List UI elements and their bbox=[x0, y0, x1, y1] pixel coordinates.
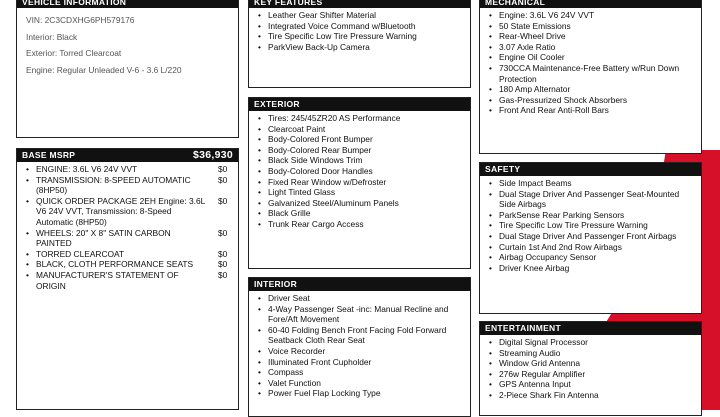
list-item: • Galvanized Steel/Aluminum Panels bbox=[257, 198, 466, 209]
base-msrp-panel bbox=[16, 148, 239, 410]
vin: VIN: 2C3CDXHG6PH579176 bbox=[26, 15, 135, 25]
list-item: • Trunk Rear Cargo Access bbox=[257, 219, 466, 230]
exterior-color: Exterior: Torred Clearcoat bbox=[26, 48, 122, 58]
list-item: • Compass bbox=[257, 367, 466, 378]
list-item: • GPS Antenna Input bbox=[488, 379, 697, 390]
vehicle-info-panel bbox=[16, 0, 239, 138]
mechanical-panel bbox=[479, 0, 702, 154]
base-msrp-title: BASE MSRP bbox=[22, 150, 76, 160]
list-item: • ParkSense Rear Parking Sensors bbox=[488, 210, 697, 221]
list-item: • Illuminated Front Cupholder bbox=[257, 357, 466, 368]
list-item: • Fixed Rear Window w/Defroster bbox=[257, 177, 466, 188]
msrp-option-price: $0 bbox=[218, 164, 228, 174]
list-item: • ParkView Back-Up Camera bbox=[257, 42, 466, 53]
msrp-options-list bbox=[17, 162, 238, 291]
list-item: • Side Impact Beams bbox=[488, 178, 697, 189]
msrp-option-price: $0 bbox=[218, 269, 228, 280]
list-item: • Dual Stage Driver And Passenger Front Airbags bbox=[488, 231, 697, 242]
list-item: • 2-Piece Shark Fin Antenna bbox=[488, 390, 697, 401]
list-item: • Body-Colored Door Handles bbox=[257, 166, 466, 177]
engine-info: Engine: Regular Unleaded V-6 - 3.6 L/220 bbox=[26, 64, 182, 75]
list-item: • Valet Function bbox=[257, 378, 466, 389]
msrp-option-label: • ENGINE: 3.6L V6 24V VVT bbox=[36, 164, 138, 174]
list-item: • Tire Specific Low Tire Pressure Warning bbox=[257, 31, 466, 42]
msrp-option-row bbox=[25, 228, 234, 249]
list-item: • Tires: 245/45ZR20 AS Performance bbox=[257, 113, 466, 124]
msrp-option-row bbox=[25, 175, 234, 196]
msrp-option-price: $0 bbox=[218, 174, 228, 185]
list-item: • Leather Gear Shifter Material bbox=[257, 10, 466, 21]
list-item: • 60-40 Folding Bench Front Facing Fold Forward Seatback Cloth Rear Seat bbox=[257, 325, 466, 346]
list-item: • 276w Regular Amplifier bbox=[488, 369, 697, 380]
msrp-option-label: • MANUFACTURER'S STATEMENT OF ORIGIN bbox=[36, 269, 179, 291]
msrp-option-label: • WHEELS: 20" X 8" SATIN CARBON PAINTED bbox=[36, 227, 171, 249]
list-item: • Black Side Windows Trim bbox=[257, 155, 466, 166]
interior-list bbox=[249, 291, 470, 399]
list-item: • Tire Specific Low Tire Pressure Warning bbox=[488, 220, 697, 231]
list-item: • Airbag Occupancy Sensor bbox=[488, 252, 697, 263]
msrp-option-row bbox=[25, 164, 234, 175]
mechanical-list bbox=[480, 8, 701, 116]
list-item: • Light Tinted Glass bbox=[257, 187, 466, 198]
list-item: • Engine: 3.6L V6 24V VVT bbox=[488, 10, 697, 21]
base-msrp-header bbox=[17, 149, 238, 162]
list-item: • 180 Amp Alternator bbox=[488, 84, 697, 95]
safety-header: SAFETY bbox=[480, 163, 701, 176]
list-item: • Gas-Pressurized Shock Absorbers bbox=[488, 95, 697, 106]
entertainment-panel bbox=[479, 321, 702, 416]
msrp-option-price: $0 bbox=[218, 227, 228, 238]
list-item: • Window Grid Antenna bbox=[488, 358, 697, 369]
vehicle-info-header: VEHICLE INFORMATION bbox=[17, 0, 238, 8]
list-item: • Body-Colored Front Bumper bbox=[257, 134, 466, 145]
list-item: • Curtain 1st And 2nd Row Airbags bbox=[488, 242, 697, 253]
list-item: • Integrated Voice Command w/Bluetooth bbox=[257, 21, 466, 32]
list-item: • Body-Colored Rear Bumper bbox=[257, 145, 466, 156]
interior-header: INTERIOR bbox=[249, 278, 470, 291]
list-item: • 50 State Emissions bbox=[488, 21, 697, 32]
msrp-option-label: • BLACK, CLOTH PERFORMANCE SEATS bbox=[36, 259, 194, 270]
safety-list bbox=[480, 176, 701, 273]
msrp-option-label: • QUICK ORDER PACKAGE 2EH Engine: 3.6L V6 24V VVT, Transmission: 8-Speed Automatic (8HP50) bbox=[36, 195, 205, 227]
msrp-option-label: • TRANSMISSION: 8-SPEED AUTOMATIC (8HP50) bbox=[36, 174, 191, 196]
list-item: • Engine Oil Cooler bbox=[488, 52, 697, 63]
key-features-list bbox=[249, 8, 470, 52]
list-item: • 730CCA Maintenance-Free Battery w/Run Down Protection bbox=[488, 63, 697, 84]
msrp-option-row bbox=[25, 259, 234, 270]
list-item: • Front And Rear Anti-Roll Bars bbox=[488, 105, 697, 116]
list-item: • Power Fuel Flap Locking Type bbox=[257, 388, 466, 399]
safety-panel bbox=[479, 162, 702, 314]
entertainment-header: ENTERTAINMENT bbox=[480, 322, 701, 335]
list-item: • Rear-Wheel Drive bbox=[488, 31, 697, 42]
msrp-option-row bbox=[25, 196, 234, 228]
exterior-panel bbox=[248, 97, 471, 269]
exterior-header: EXTERIOR bbox=[249, 98, 470, 111]
mechanical-header: MECHANICAL bbox=[480, 0, 701, 8]
interior-panel bbox=[248, 277, 471, 417]
list-item: • Driver Knee Airbag bbox=[488, 263, 697, 274]
base-msrp-price: $36,930 bbox=[192, 149, 233, 161]
list-item: • Voice Recorder bbox=[257, 346, 466, 357]
list-item: • Driver Seat bbox=[257, 293, 466, 304]
msrp-option-price: $0 bbox=[218, 259, 228, 270]
msrp-option-row bbox=[25, 270, 234, 291]
list-item: • Clearcoat Paint bbox=[257, 124, 466, 135]
msrp-option-row bbox=[25, 249, 234, 260]
exterior-list bbox=[249, 111, 470, 230]
key-features-panel bbox=[248, 0, 471, 88]
entertainment-list bbox=[480, 335, 701, 401]
list-item: • 4-Way Passenger Seat -inc: Manual Recline and Fore/Aft Movement bbox=[257, 304, 466, 325]
interior-color: Interior: Black bbox=[26, 31, 78, 42]
list-item: • Streaming Audio bbox=[488, 348, 697, 359]
list-item: • 3.07 Axle Ratio bbox=[488, 42, 697, 53]
list-item: • Black Grille bbox=[257, 208, 466, 219]
msrp-option-price: $0 bbox=[218, 195, 228, 206]
msrp-option-label: • TORRED CLEARCOAT bbox=[36, 248, 125, 259]
list-item: • Digital Signal Processor bbox=[488, 337, 697, 348]
list-item: • Dual Stage Driver And Passenger Seat-Mounted Side Airbags bbox=[488, 189, 697, 210]
key-features-header: KEY FEATURES bbox=[249, 0, 470, 8]
msrp-option-price: $0 bbox=[218, 248, 228, 259]
